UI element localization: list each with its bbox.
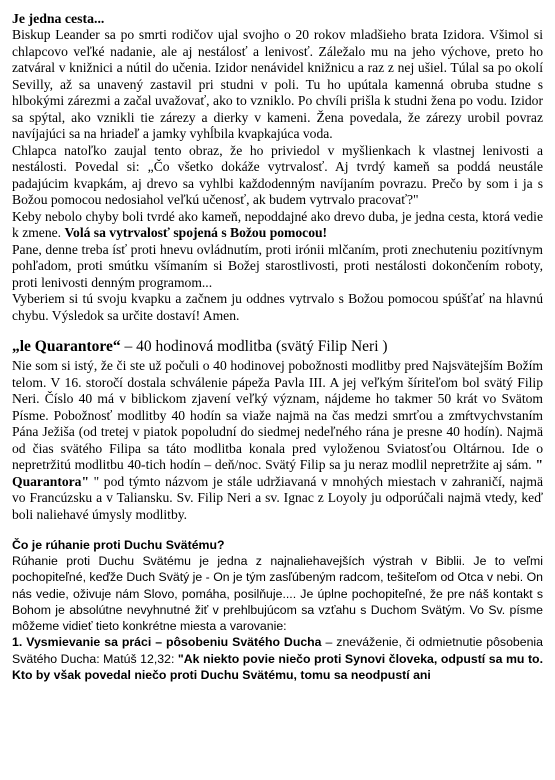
paragraph <box>12 358 543 523</box>
paragraph: Rúhanie proti Duchu Svätému je jedna z najnaliehavejších výstrah v Biblii. Je to veľmi pochopiteľné, keďže Duch Svätý je - On je tým zasľúbeným radcom, tešiteľom od Otca v nebi. On nás vedie, oživuje nám Slovo, pomáha, posilňuje.... Je úplne pochopiteľné, že pre náš kontakt s Bohom je absolútne nevyhnutné žiť v prehlbujúcom sa vzťahu s Duchom Svätým. Vo Sv. písme môžeme vidieť tieto konkrétne miesta a varovanie: <box>12 554 543 634</box>
bold-text-run: " Quarantora" <box>12 457 543 489</box>
bold-text-run: "Ak niekto povie niečo proti Synovi človeka, odpustí sa mu to. Kto by však povedal niečo proti Duchu Svätému, tomu sa neodpustí ani <box>12 651 543 683</box>
document-page <box>12 10 543 683</box>
paragraph <box>12 209 543 242</box>
text-run: Keby nebolo chyby boli tvrdé ako kameň, nepoddajné ako drevo duba, je jedna cesta, ktorá vedie k zmene. <box>12 208 543 240</box>
section-quarantore-body <box>12 358 543 523</box>
title-bold-part: „le Quarantore“ <box>12 338 121 355</box>
list-item <box>12 634 543 683</box>
paragraph: Vyberiem si tú svoju kvapku a začnem ju oddnes vytrvalo s Božou pomocou spúšťať na hlavnú chybu. Výsledok sa určite dostaví! Amen. <box>12 291 543 323</box>
title-rest-part: – 40 hodinová modlitba (svätý Filip Neri ) <box>120 338 388 355</box>
section-title-cesta: Je jedna cesta... <box>12 11 105 26</box>
text-run: " pod týmto názvom je stále udržiavaná v mnohých miestach v zahraničí, najmä vo Francúzsku a v Taliansku. Sv. Filip Neri a sv. Ignac z Loyoly ju odporúčali najmä vtedy, keď boli naliehavé úmysly modlitby. <box>12 473 543 522</box>
text-run: Nie som si istý, že či ste už počuli o 40 hodinovej pobožnosti modlitby pred Najsvätejším Božím telom. V 16. storočí dostala schválenie pápeža Pavla III. A jej veľkým šíriteľom bol svätý Filip Neri. Číslo 40 má v biblickom zjavení veľký význam, nájdeme ho takmer 50 krát vo Svätom Písme. Pobožnosť modlitby 40 hodín sa viaže najmä na čas medzi smrťou a zmŕtvychvstaním Pána Ježiša (od tretej v piatok popoludní do siedmej nedeľného rána je presne 40 hodín). Najmä od čias svätého Filipa sa táto modlitba konala pred vyloženou Sviatosťou Oltárnou. Ide o nepretržitú modlitbu 40-tich hodín – deň/noc. Svätý Filip sa ju neraz modlil nepretržite aj sám. <box>12 358 543 472</box>
section-title-ruhanie: Čo je rúhanie proti Duchu Svätému? <box>12 538 225 552</box>
paragraph: Biskup Leander sa po smrti rodičov ujal svojho o 20 rokov mladšieho brata Izidora. Všimol si chlapcovo veľké nadanie, ale aj nestálosť a lenivosť. Záležalo mu na jeho výchove, preto ho zatváral v knižnici a nútil do učenia. Izidor nenávidel knižnicu a raz z nej ušiel. Túlal sa po okolí Sevilly, až sa unavený zastavil pri studni v poli. Tu ho upútala kamenná obruba studne s hlbokými zárezmi a začal uvažovať, ako to vzniklo. Po chvíli prišla k studni žena po vodu. Izidor sa spýtal, ako vznikli tie zárezy a dierky v kameni. Žena povedala, že zárezy urobil povraz navíjajúci sa na hriadeľ a jamky vyhĺbila kvapkajúca voda. <box>12 27 543 141</box>
section-cesta-body <box>12 27 543 324</box>
bold-text-run: Volá sa vytrvalosť spojená s Božou pomocou! <box>64 225 328 240</box>
section-title-quarantore <box>12 338 543 356</box>
text-run: – zneváženie, či odmietnutie pôsobenia Svätého Ducha: Matúš 12,32: <box>12 635 544 666</box>
paragraph: Pane, denne treba ísť proti hnevu ovládnutím, proti irónii mlčaním, proti znechuteniu pozitívnym pohľadom, proti smútku všímaním si Božej starostlivosti, proti nestálosti dokončením roboty, proti lenivosti denným programom... <box>12 241 543 290</box>
section-ruhanie-body <box>12 553 543 683</box>
bold-text-run: 1. Vysmievanie sa práci – pôsobeniu Svätého Ducha <box>12 635 322 650</box>
paragraph: Chlapca natoľko zaujal tento obraz, že ho priviedol v myšlienkach k vlastnej lenivosti a nestálosti. Povedal si: „Čo všetko dokáže vytrvalosť. Aj tvrdý kameň sa poddá neustále padajúcim kvapkám, aj drevo sa vyhlbi každodenným navíjaním povrazu. Prečo by som i ja s Božou pomocou nedosiahol veľkú učenosť, ak budem vytrvalo pracovať?" <box>12 142 543 207</box>
